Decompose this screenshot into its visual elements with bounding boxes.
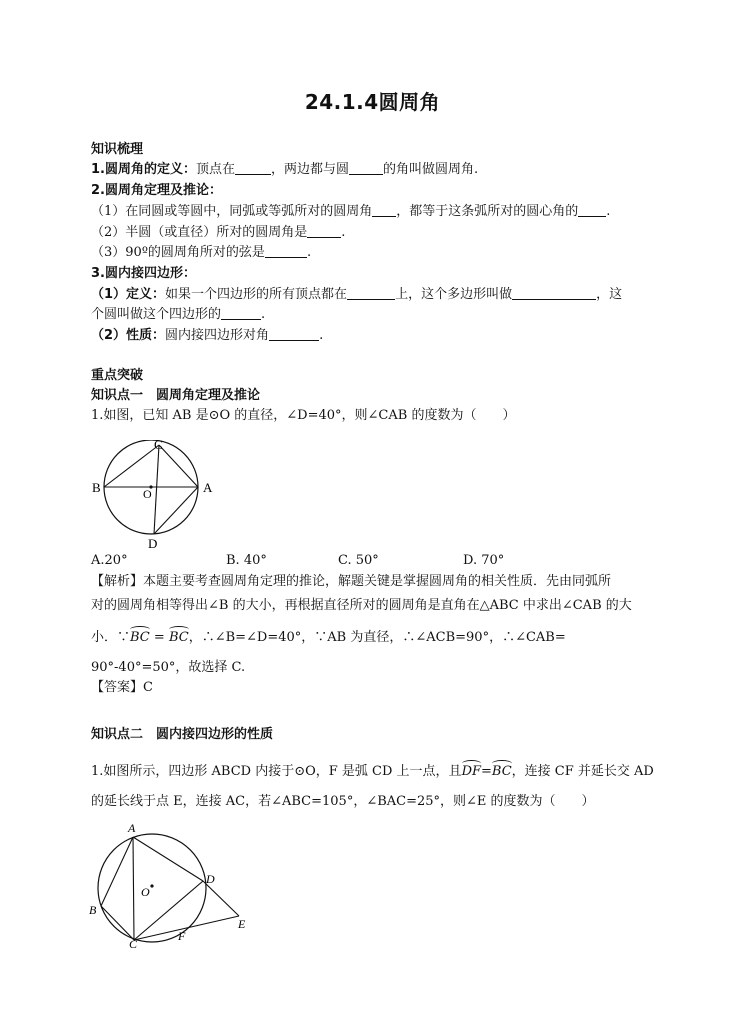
- theorem-item-3: [91, 245, 311, 261]
- analysis3-text-c: ，∴∠B=∠D=40°，∵AB 为直径，∴∠ACB=90°，∴∠CAB=: [188, 630, 566, 645]
- quad-definition-line-2: [91, 307, 265, 323]
- label-o-2: O: [141, 885, 150, 899]
- item3-text-b: .: [306, 245, 312, 260]
- side-bc: [101, 906, 134, 940]
- quad-definition-line: [91, 287, 622, 303]
- blank-9: [221, 307, 261, 320]
- quad-property-label: （2）性质：: [91, 328, 166, 343]
- center-point-2: [150, 884, 153, 887]
- item1-text-a: （1）在同圆或等圆中，同弧或等弧所对的圆周角: [91, 204, 373, 219]
- diagonal-ac: [133, 837, 134, 940]
- blank-3: [372, 204, 396, 217]
- section-heading-key-points: 重点突破: [91, 368, 144, 383]
- item1-text-c: .: [606, 204, 611, 219]
- theorem-item-2: [91, 225, 345, 241]
- question-1-options: [91, 553, 504, 569]
- page-title: 24.1.4圆周角: [304, 90, 441, 114]
- label-b: B: [92, 480, 101, 495]
- option-d: D. 70°: [463, 553, 505, 568]
- analysis3-text-a: 小．∵: [91, 630, 131, 645]
- blank-4: [578, 204, 606, 217]
- label-f-2: F: [178, 929, 186, 943]
- quad-label: 3.圆内接四边形：: [91, 266, 196, 281]
- q2-equals: =: [481, 764, 492, 779]
- quad2-text-b: .: [319, 328, 324, 343]
- chord-ca: [159, 445, 198, 487]
- definition-line: [91, 162, 478, 178]
- blank-1: [235, 162, 271, 175]
- knowledge-point-1: 知识点一 圆周角定理及推论: [91, 388, 261, 403]
- arc-bc: BC: [491, 764, 512, 779]
- definition-text-c: 的角叫做圆周角.: [383, 162, 479, 177]
- analysis-line-3: [91, 630, 566, 646]
- quad1-text-c: ，这: [596, 287, 623, 302]
- theorem-item-1: [91, 204, 610, 220]
- analysis-line-1: 【解析】本题主要考查圆周角定理的推论，解题关键是掌握圆周角的相关性质．先由同弧所: [91, 574, 612, 589]
- blank-6: [265, 245, 307, 258]
- quad-property-line: [91, 328, 323, 344]
- definition-text-b: ，两边都与圆: [271, 162, 350, 177]
- item1-text-b: ，都等于这条弧所对的圆心角的: [396, 204, 579, 219]
- definition-label: 1.圆周角的定义：: [91, 162, 196, 177]
- label-c: C: [154, 440, 163, 452]
- chord-cd: [154, 445, 159, 534]
- extension-de: [203, 881, 239, 916]
- label-c-2: C: [129, 937, 138, 948]
- blank-10: [269, 328, 319, 341]
- quad1-text-d: 个圆叫做这个四边形的: [91, 307, 222, 322]
- quad1-text-a: 如果一个四边形的所有顶点都在: [165, 287, 348, 302]
- definition-text-a: 顶点在: [195, 162, 235, 177]
- label-o: O: [143, 487, 152, 501]
- section-heading-review: 知识梳理: [91, 142, 144, 157]
- knowledge-point-2: 知识点二 圆内接四边形的性质: [91, 727, 274, 742]
- question-2-line-1: [91, 764, 654, 780]
- option-c: C. 50°: [338, 553, 379, 568]
- theorem-label: 2.圆周角定理及推论：: [91, 183, 222, 198]
- blank-8: [512, 287, 596, 300]
- option-a: A.20°: [91, 553, 128, 568]
- segment-ce: [134, 916, 239, 940]
- arc-df: DF: [461, 764, 482, 779]
- item2-text-a: （2）半圆（或直径）所对的圆周角是: [91, 225, 308, 240]
- circle-o-2: [98, 834, 206, 942]
- question-2-line-2: 的延长线于点 E，连接 AC，若∠ABC=105°，∠BAC=25°，则∠E 的度数为（ ）: [91, 794, 595, 809]
- option-b: B. 40°: [226, 553, 267, 568]
- chord-bc: [104, 445, 159, 487]
- label-e-2: E: [238, 917, 246, 931]
- label-a: A: [203, 480, 213, 495]
- blank-2: [349, 162, 383, 175]
- quad2-text-a: 圆内接四边形对角: [165, 328, 270, 343]
- quad1-text-b: 上，这个多边形叫做: [395, 287, 513, 302]
- quad-definition-label: （1）定义：: [91, 287, 166, 302]
- side-ad: [133, 837, 203, 881]
- label-b-2: B: [89, 903, 97, 917]
- analysis-line-2: 对的圆周角相等得出∠B 的大小，再根据直径所对的圆周角是直角在△ABC 中求出∠CAB 的大: [91, 598, 632, 613]
- blank-7: [347, 287, 395, 300]
- item2-text-b: .: [341, 225, 346, 240]
- q2-text-a: 1.如图所示，四边形 ABCD 内接于⊙O，F 是弧 CD 上一点，且: [91, 764, 462, 779]
- blank-5: [307, 225, 341, 238]
- item3-text-a: （3）90º的圆周角所对的弦是: [91, 245, 265, 260]
- label-d-2: D: [206, 872, 215, 886]
- analysis3-equals: =: [149, 630, 169, 645]
- quad1-text-e: .: [261, 307, 266, 322]
- q2-text-b: ，连接 CF 并延长交 AD: [511, 764, 654, 779]
- label-a-2: A: [128, 821, 136, 835]
- figure-circle-abcd: [88, 440, 218, 552]
- arc-bc-1: BC: [130, 630, 150, 645]
- figure-inscribed-quadrilateral: [86, 818, 256, 948]
- analysis-line-4: 90°-40°=50°，故选择 C.: [91, 660, 246, 675]
- label-d: D: [148, 536, 158, 551]
- question-1: 1.如图，已知 AB 是⊙O 的直径，∠D=40°，则∠CAB 的度数为（ ）: [91, 408, 516, 423]
- arc-bc-2: BC: [168, 630, 189, 645]
- answer-line: 【答案】C: [91, 680, 153, 695]
